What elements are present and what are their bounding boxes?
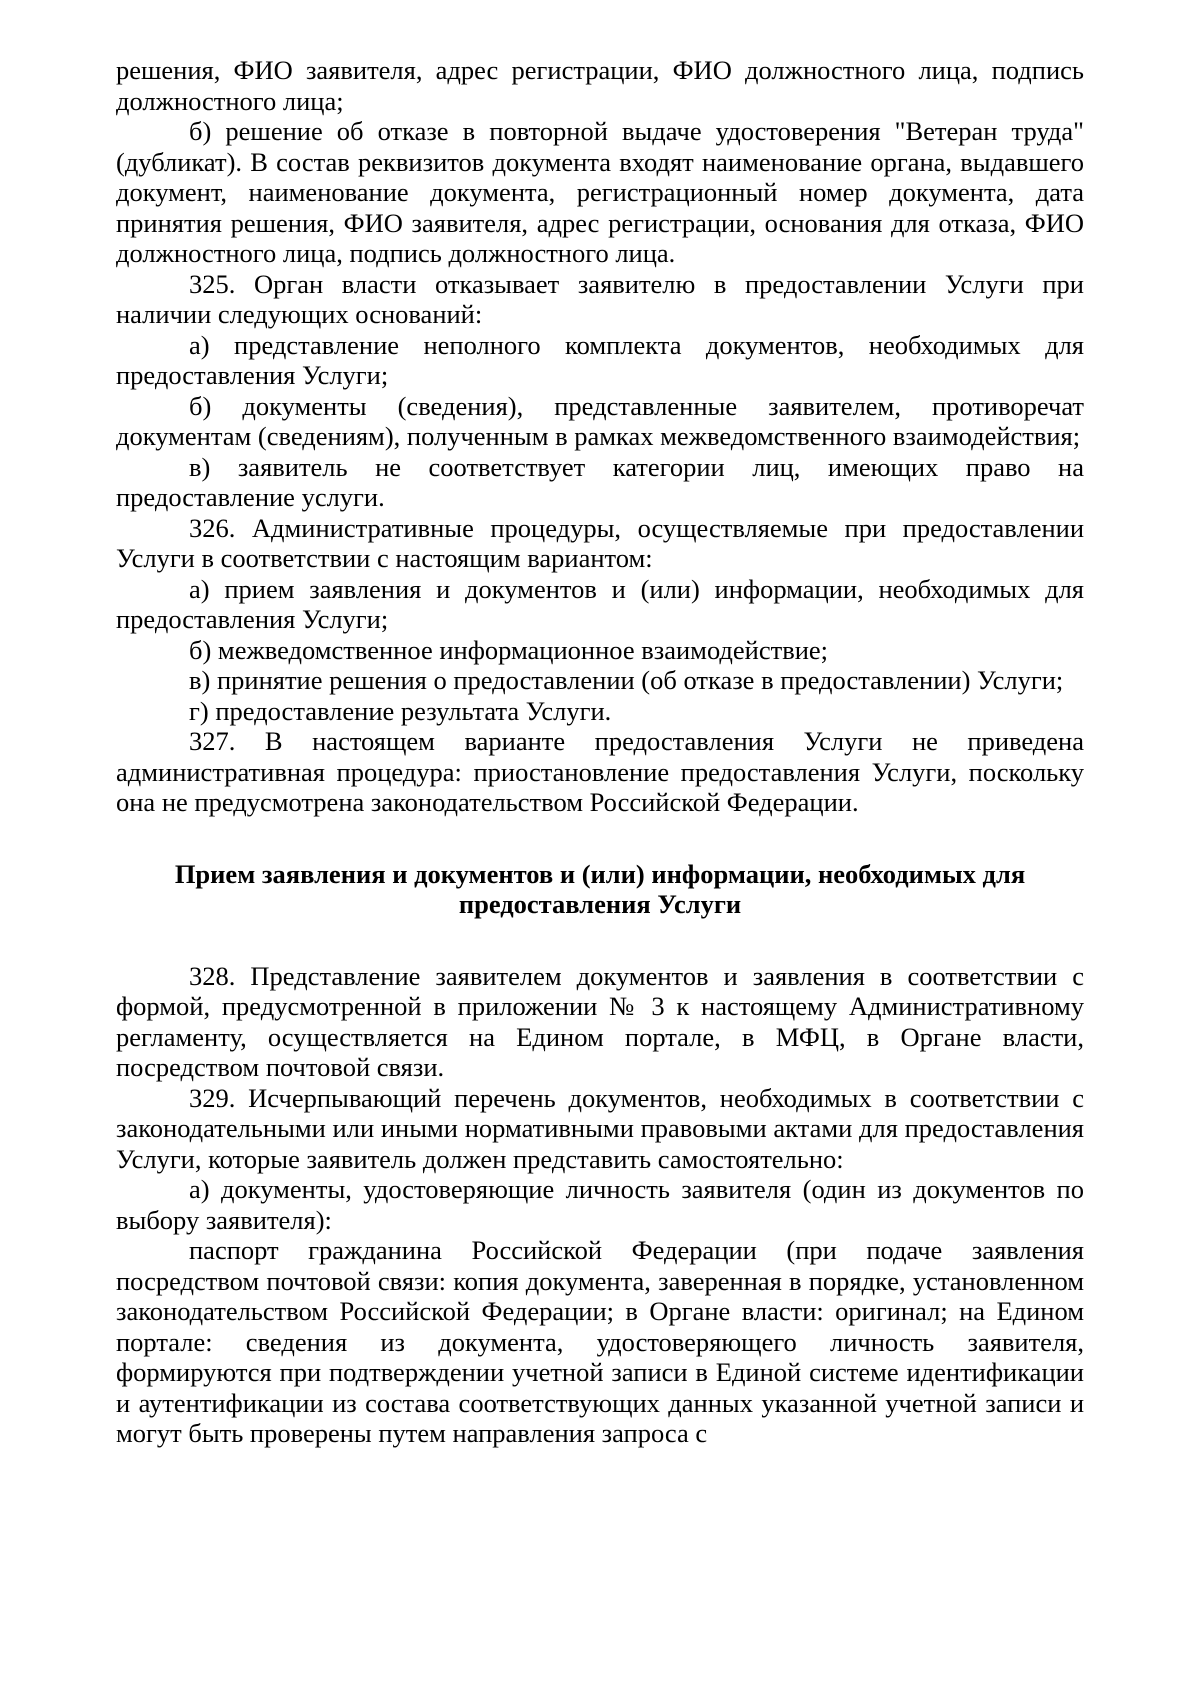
passport-paragraph: паспорт гражданина Российской Федерации (при подаче заявления посредством почтовой связи: копия документа, заверенная в порядке, установленном законодательством Российской Федерации; в Органе власти: оригинал; на Едином портале: сведения из документа, удостоверяющего личность заявителя, формируются при подтверждении учетной записи в Единой системе идентификации и аутентификации из состава соответствующих данных указанной учетной записи и могут быть проверены путем направления запроса с	[116, 1235, 1084, 1448]
clause-325: 325. Орган власти отказывает заявителю в предоставлении Услуги при наличии следующих оснований:	[116, 268, 1084, 329]
list-item-c-applicant-category: в) заявитель не соответствует категории лиц, имеющих право на предоставление услуги.	[116, 451, 1084, 512]
list-item-b-refusal-decision: б) решение об отказе в повторной выдаче удостоверения "Ветеран труда" (дубликат). В состав реквизитов документа входят наименование органа, выдавшего документ, наименование документа, регистрационный номер документа, дата принятия решения, ФИО заявителя, адрес регистрации, основания для отказа, ФИО должностного лица, подпись должностного лица.	[116, 116, 1084, 268]
list-item-a-application-receipt: а) прием заявления и документов и (или) информации, необходимых для предоставления Услуги;	[116, 573, 1084, 634]
clause-327: 327. В настоящем варианте предоставления Услуги не приведена административная процедура: приостановление предоставления Услуги, поскольку она не предусмотрена законодательством Российской Федерации.	[116, 726, 1084, 817]
list-item-d-result-provision: г) предоставление результата Услуги.	[189, 695, 612, 726]
list-item-a-incomplete-documents: а) представление неполного комплекта документов, необходимых для предоставления Услуги;	[116, 329, 1084, 390]
clause-328: 328. Представление заявителем документов и заявления в соответствии с формой, предусмотренной в приложении № 3 к настоящему Административному регламенту, осуществляется на Едином портале, в МФЦ, в Органе власти, посредством почтовой связи.	[116, 960, 1084, 1082]
section-heading: Прием заявления и документов и (или) информации, необходимых для предоставления Услуги	[174, 858, 1026, 919]
list-item-c-decision-making: в) принятие решения о предоставлении (об отказе в предоставлении) Услуги;	[189, 665, 1064, 695]
list-item-a-identity-documents: а) документы, удостоверяющие личность заявителя (один из документов по выбору заявителя):	[116, 1174, 1084, 1235]
list-item-b-contradicting-documents: б) документы (сведения), представленные заявителем, противоречат документам (сведениям), полученным в рамках межведомственного взаимодействия;	[116, 390, 1084, 451]
clause-326: 326. Административные процедуры, осуществляемые при предоставлении Услуги в соответствии с настоящим вариантом:	[116, 512, 1084, 573]
paragraph-continuation: решения, ФИО заявителя, адрес регистрации, ФИО должностного лица, подпись должностного лица;	[116, 55, 1084, 116]
clause-329: 329. Исчерпывающий перечень документов, необходимых в соответствии с законодательными или иными нормативными правовыми актами для предоставления Услуги, которые заявитель должен представить самостоятельно:	[116, 1082, 1084, 1174]
list-item-b-interagency-interaction: б) межведомственное информационное взаимодействие;	[189, 634, 829, 665]
